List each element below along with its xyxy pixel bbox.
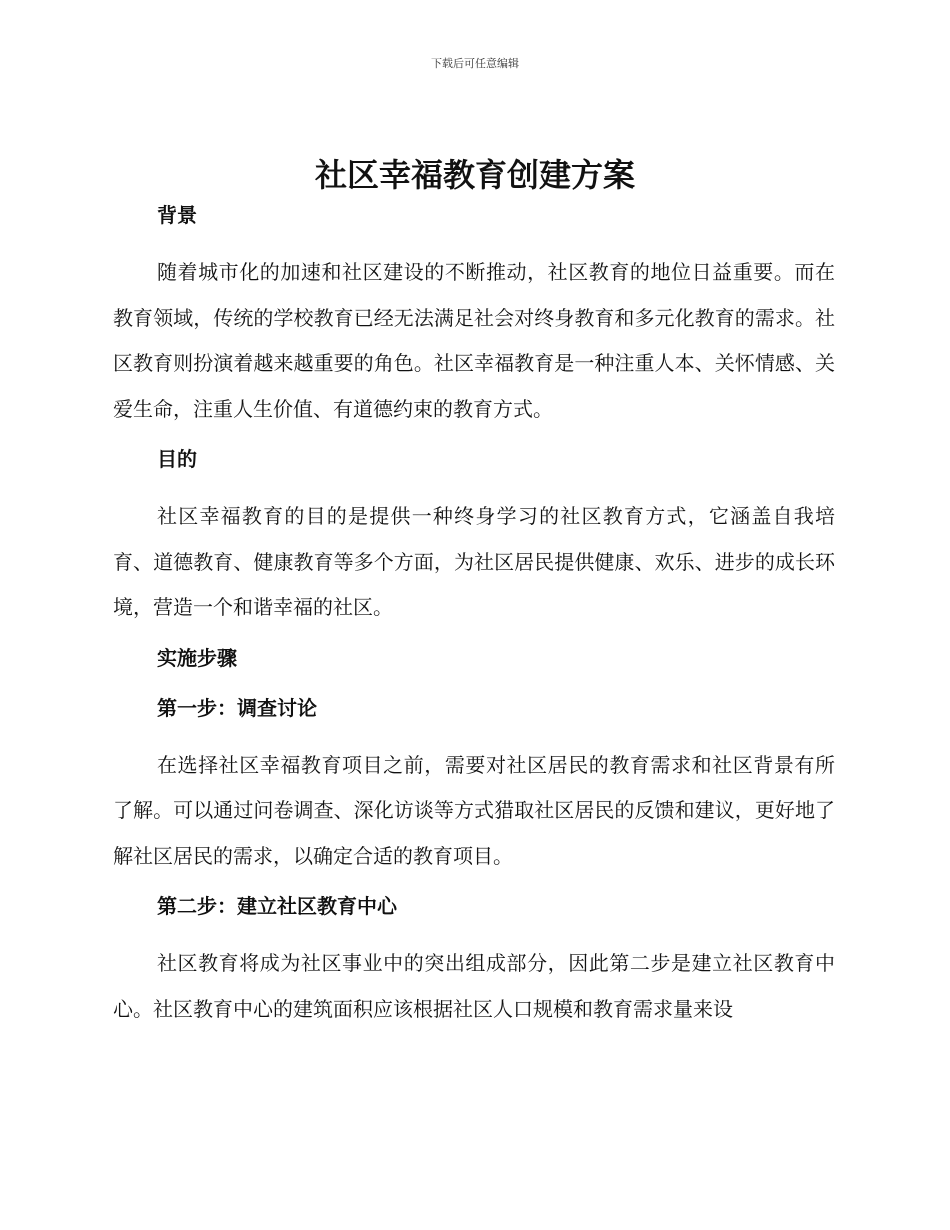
section-heading-step1: 第一步：调查讨论 <box>157 695 317 720</box>
section-heading-background: 背景 <box>157 203 197 227</box>
paragraph-purpose: 社区幸福教育的目的是提供一种终身学习的社区教育方式，它涵盖自我培育、道德教育、健康教育等多个方面，为社区居民提供健康、欢乐、进步的成长环境，营造一个和谐幸福的社区。 <box>113 504 835 619</box>
document-title: 社区幸福教育创建方案 <box>314 156 635 194</box>
document-body <box>113 200 835 1032</box>
paragraph-background: 随着城市化的加速和社区建设的不断推动，社区教育的地位日益重要。而在教育领域，传统的学校教育已经无法满足社会对终身教育和多元化教育的需求。社区教育则扮演着越来越重要的角色。社区幸福教育是一种注重人本、关怀情感、关爱生命，注重人生价值、有道德约束的教育方式。 <box>113 260 835 421</box>
section-heading-step2: 第二步：建立社区教育中心 <box>157 894 397 918</box>
paragraph-step2: 社区教育将成为社区事业中的突出组成部分，因此第二步是建立社区教育中心。社区教育中心的建筑面积应该根据社区人口规模和教育需求量来设 <box>113 951 835 1021</box>
section-heading-purpose: 目的 <box>157 447 197 471</box>
paragraph-step1: 在选择社区幸福教育项目之前，需要对社区居民的教育需求和社区背景有所了解。可以通过问卷调查、深化访谈等方式猎取社区居民的反馈和建议，更好地了解社区居民的需求，以确定合适的教育项目。 <box>113 752 835 868</box>
header-note: 下载后可任意编辑 <box>431 57 519 70</box>
section-heading-steps: 实施步骤 <box>157 645 237 670</box>
